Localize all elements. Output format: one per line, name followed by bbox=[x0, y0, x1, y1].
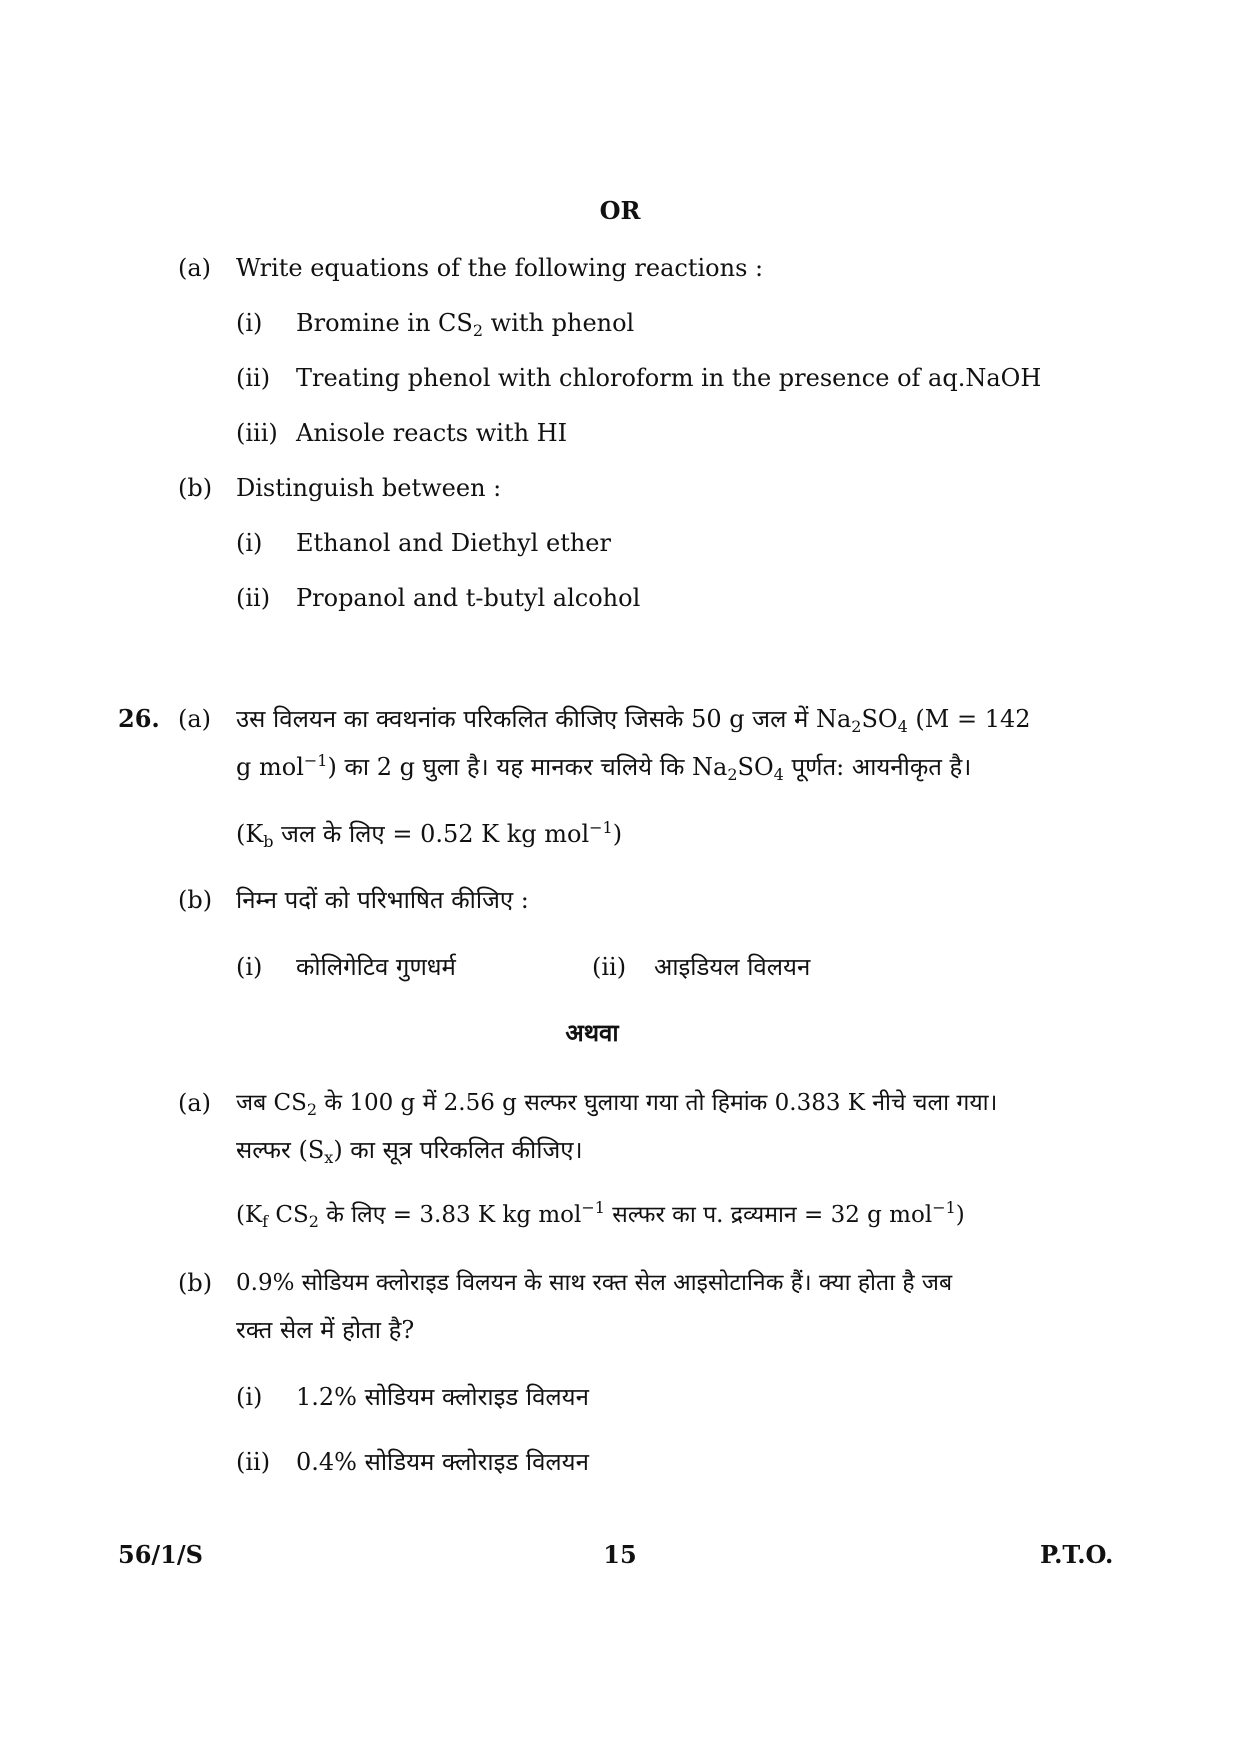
subpart-text: Bromine in $CS_2$ with phenol bbox=[296, 309, 635, 340]
subpart-text: Propanol and t-butyl alcohol bbox=[296, 584, 641, 612]
or-heading: OR bbox=[599, 196, 641, 225]
subpart-text: Ethanol and Diethyl ether bbox=[296, 529, 611, 557]
part-a-label: (a) bbox=[178, 1089, 212, 1117]
subpart-label: (i) bbox=[236, 529, 263, 557]
subpart-label: (iii) bbox=[236, 419, 278, 447]
subpart-text: 1.2% सोडियम क्लोराइड विलयन bbox=[296, 1383, 589, 1411]
subpart-label: (i) bbox=[236, 953, 263, 981]
subpart-label: (ii) bbox=[236, 1448, 271, 1476]
subpart-label: (ii) bbox=[592, 953, 627, 981]
part-b-text: निम्न पदों को परिभाषित कीजिए : bbox=[236, 886, 529, 914]
question-number: 26. bbox=[118, 704, 160, 733]
part-b-text: Distinguish between : bbox=[236, 474, 502, 502]
q26-a-line2: g mol$^{-1}$) का 2 g घुला है। यह मानकर चलिये कि $Na_2SO_4$ पूर्णत: आयनीकृत है। bbox=[236, 751, 972, 784]
or-heading-hindi: अथवा bbox=[565, 1018, 619, 1047]
part-a-text: Write equations of the following reactions : bbox=[236, 254, 764, 282]
subpart-label: (i) bbox=[236, 309, 263, 337]
alt-a-given: ($K_f$ $CS_2$ के लिए = 3.83 K kg mol$^{-1}$ सल्फर का प. द्रव्यमान = 32 g mol$^{-1}$) bbox=[236, 1198, 965, 1231]
page-number: 15 bbox=[603, 1540, 637, 1569]
alt-b-line2: रक्त सेल में होता है? bbox=[236, 1316, 415, 1344]
subpart-text: आइडियल विलयन bbox=[654, 953, 811, 981]
subpart-label: (ii) bbox=[236, 584, 271, 612]
part-a-label: (a) bbox=[178, 254, 212, 282]
paper-code: 56/1/S bbox=[118, 1540, 203, 1569]
part-a-label: (a) bbox=[178, 705, 212, 733]
subpart-text: Anisole reacts with HI bbox=[296, 419, 568, 447]
subpart-text: 0.4% सोडियम क्लोराइड विलयन bbox=[296, 1448, 589, 1476]
q26-a-line1: उस विलयन का क्वथनांक परिकलित कीजिए जिसके 50 g जल में $Na_2SO_4$ (M = 142 bbox=[236, 705, 1031, 736]
subpart-label: (i) bbox=[236, 1383, 263, 1411]
alt-b-line1: 0.9% सोडियम क्लोराइड विलयन के साथ रक्त सेल आइसोटानिक हैं। क्या होता है जब bbox=[236, 1270, 953, 1296]
part-b-label: (b) bbox=[178, 474, 213, 502]
subpart-text: कोलिगेटिव गुणधर्म bbox=[296, 953, 456, 981]
pto-label: P.T.O. bbox=[1040, 1540, 1114, 1569]
alt-a-line1: जब $CS_2$ के 100 g में 2.56 g सल्फर घुलाया गया तो हिमांक 0.383 K नीचे चला गया। bbox=[236, 1090, 998, 1119]
q26-a-given: ($K_b$ जल के लिए = 0.52 K kg mol$^{-1}$) bbox=[236, 818, 623, 851]
alt-a-line2: सल्फर $(S_x)$ का सूत्र परिकलित कीजिए। bbox=[236, 1136, 583, 1167]
subpart-label: (ii) bbox=[236, 364, 271, 392]
part-b-label: (b) bbox=[178, 1269, 213, 1297]
subpart-text: Treating phenol with chloroform in the presence of aq.NaOH bbox=[296, 364, 1042, 392]
part-b-label: (b) bbox=[178, 886, 213, 914]
